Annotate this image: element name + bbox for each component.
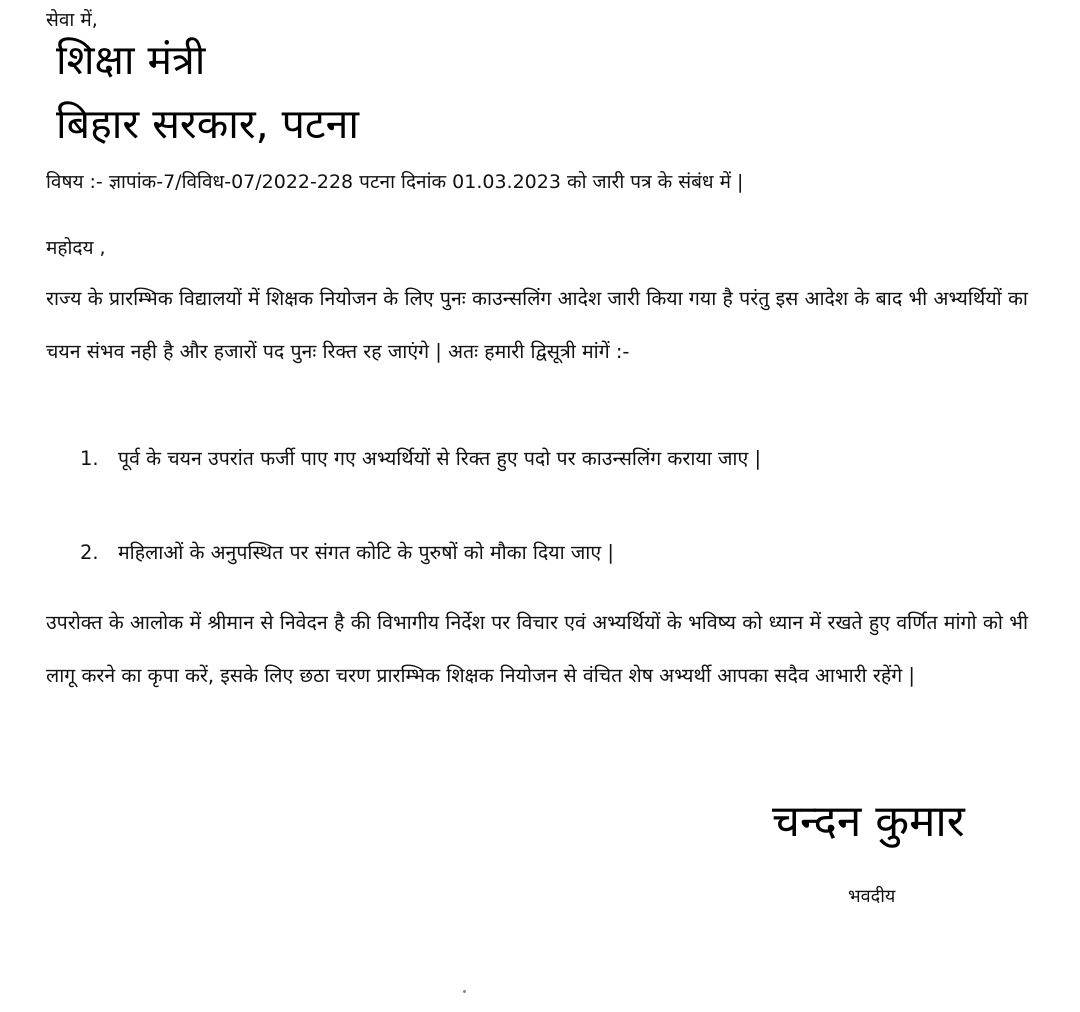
demand-number: 1. [80, 447, 99, 470]
demand-number: 2. [80, 541, 99, 564]
demand-text: पूर्व के चयन उपरांत फर्जी पाए गए अभ्यर्थियों से रिक्त हुए पदो पर काउन्सलिंग कराया जाए | [118, 447, 762, 470]
subject-line: विषय :- ज्ञापांक-7/विविध-07/2022-228 पटना दिनांक 01.03.2023 को जारी पत्र के संबंध में | [46, 171, 744, 193]
addressee-title: शिक्षा मंत्री [56, 36, 206, 84]
paper-speck [463, 990, 466, 993]
salutation-to: सेवा में, [46, 9, 98, 31]
body-paragraph-1: राज्य के प्रारम्भिक विद्यालयों में शिक्षक नियोजन के लिए पुनः काउन्सलिंग आदेश जारी किया गया है परंतु इस आदेश के बाद भी अभ्यर्थियों का चयन संभव नही है और हजारों पद पुनः रिक्त रह जाएंगे | अतः हमारी द्विसूत्री मांगें :- [46, 287, 1028, 363]
demand-item-1 [80, 432, 1030, 485]
demand-item-2 [80, 526, 1030, 579]
body-paragraph-2: उपरोक्त के आलोक में श्रीमान से निवेदन है की विभागीय निर्देश पर विचार एवं अभ्यर्थियों के भविष्य को ध्यान में रखते हुए वर्णित मांगो को भी लागू करने का कृपा करें, इसके लिए छठा चरण प्रारम्भिक शिक्षक नियोजन से वंचित शेष अभ्यर्थी आपका सदैव आभारी रहेंगे | [46, 611, 1028, 687]
signature-name: चन्दन कुमार [772, 796, 965, 847]
closing-word: भवदीय [848, 886, 896, 907]
greeting: महोदय , [46, 237, 106, 259]
addressee-office: बिहार सरकार, पटना [56, 100, 359, 148]
demand-text: महिलाओं के अनुपस्थित पर संगत कोटि के पुरुषों को मौका दिया जाए | [118, 541, 614, 564]
